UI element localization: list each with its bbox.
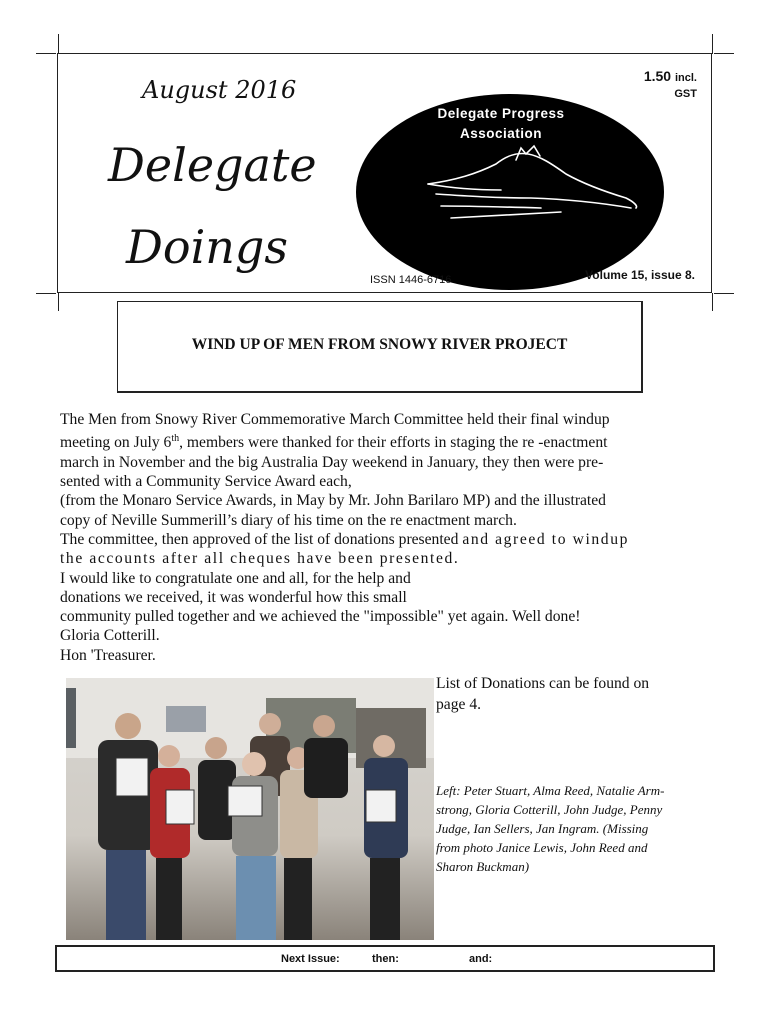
article-line <box>60 429 712 452</box>
article-line-text: The committee, then approved of the list of donations presented <box>60 530 459 548</box>
title-delegate: Delegate <box>108 138 317 192</box>
headline-box <box>117 301 643 393</box>
crop-mark <box>36 293 56 294</box>
price-gst: GST <box>674 88 697 100</box>
caption-line: Left: Peter Stuart, Alma Reed, Natalie Arm- <box>436 783 665 798</box>
group-photo-illustration <box>66 678 434 940</box>
article-line-text: and agreed to windup <box>462 530 629 548</box>
volume: Volume 15, issue 8. <box>585 268 695 282</box>
article-line: donations we received, it was wonderful how this small <box>60 588 407 606</box>
org-name-line2: Association <box>459 126 543 141</box>
article-body <box>60 410 712 665</box>
article-line: The Men from Snowy River Commemorative March Committee held their final windup <box>60 411 610 428</box>
org-name-line1: Delegate Progress <box>437 106 565 121</box>
next-issue-bar <box>55 945 715 972</box>
crop-mark <box>36 53 56 54</box>
and-label: and: <box>469 953 493 965</box>
ordinal-suffix: th <box>171 433 180 445</box>
crop-mark <box>714 293 734 294</box>
article-line-text: , members were thanked for their efforts in staging the re -enactment <box>179 434 608 452</box>
then-label: then: <box>372 953 399 965</box>
crop-mark <box>714 53 734 54</box>
price-value: 1.50 <box>643 68 672 84</box>
crop-mark <box>58 293 59 311</box>
issn: ISSN 1446-6716 <box>370 274 452 286</box>
price <box>644 68 697 84</box>
donations-note-line: List of Donations can be found on <box>436 675 650 692</box>
group-photo <box>66 678 434 940</box>
caption-line: from photo Janice Lewis, John Reed and <box>436 840 648 855</box>
caption-line: strong, Gloria Cotterill, John Judge, Penny <box>436 802 663 817</box>
association-logo <box>356 94 664 294</box>
article-line: Hon 'Treasurer. <box>60 646 156 664</box>
title-doings: Doings <box>126 220 288 274</box>
issue-date: August 2016 <box>142 76 297 104</box>
masthead <box>57 53 712 293</box>
crop-mark <box>712 34 713 54</box>
crop-mark <box>58 34 59 54</box>
article-line: sented with a Community Service Award each, <box>60 473 352 491</box>
article-line: Gloria Cotterill. <box>60 627 160 645</box>
article-line: I would like to congratulate one and all, for the help and <box>60 569 411 587</box>
donations-note-line: page 4. <box>436 696 482 713</box>
crop-mark <box>712 293 713 311</box>
caption-line: Sharon Buckman) <box>436 859 530 874</box>
price-incl: incl. <box>674 72 697 84</box>
article-line: the accounts after all cheques have been presented. <box>60 550 460 568</box>
donations-note <box>436 673 649 715</box>
article-line-text: meeting on July 6 <box>60 434 172 452</box>
article-line: march in November and the big Australia Day weekend in January, they then were pre- <box>60 453 604 471</box>
article-line: copy of Neville Summerill’s diary of his time on the re enactment march. <box>60 511 517 529</box>
caption-line: Judge, Ian Sellers, Jan Ingram. (Missing <box>436 821 649 836</box>
article-line <box>60 530 712 549</box>
photo-caption <box>436 781 718 876</box>
article-line: (from the Monaro Service Awards, in May by Mr. John Barilaro MP) and the illustrated <box>60 492 606 510</box>
next-issue-label: Next Issue: <box>281 953 340 965</box>
headline: WIND UP OF MEN FROM SNOWY RIVER PROJECT <box>191 336 568 353</box>
logo-ellipse <box>356 94 664 294</box>
article-line: community pulled together and we achieved the "impossible" yet again. Well done! <box>60 608 581 626</box>
